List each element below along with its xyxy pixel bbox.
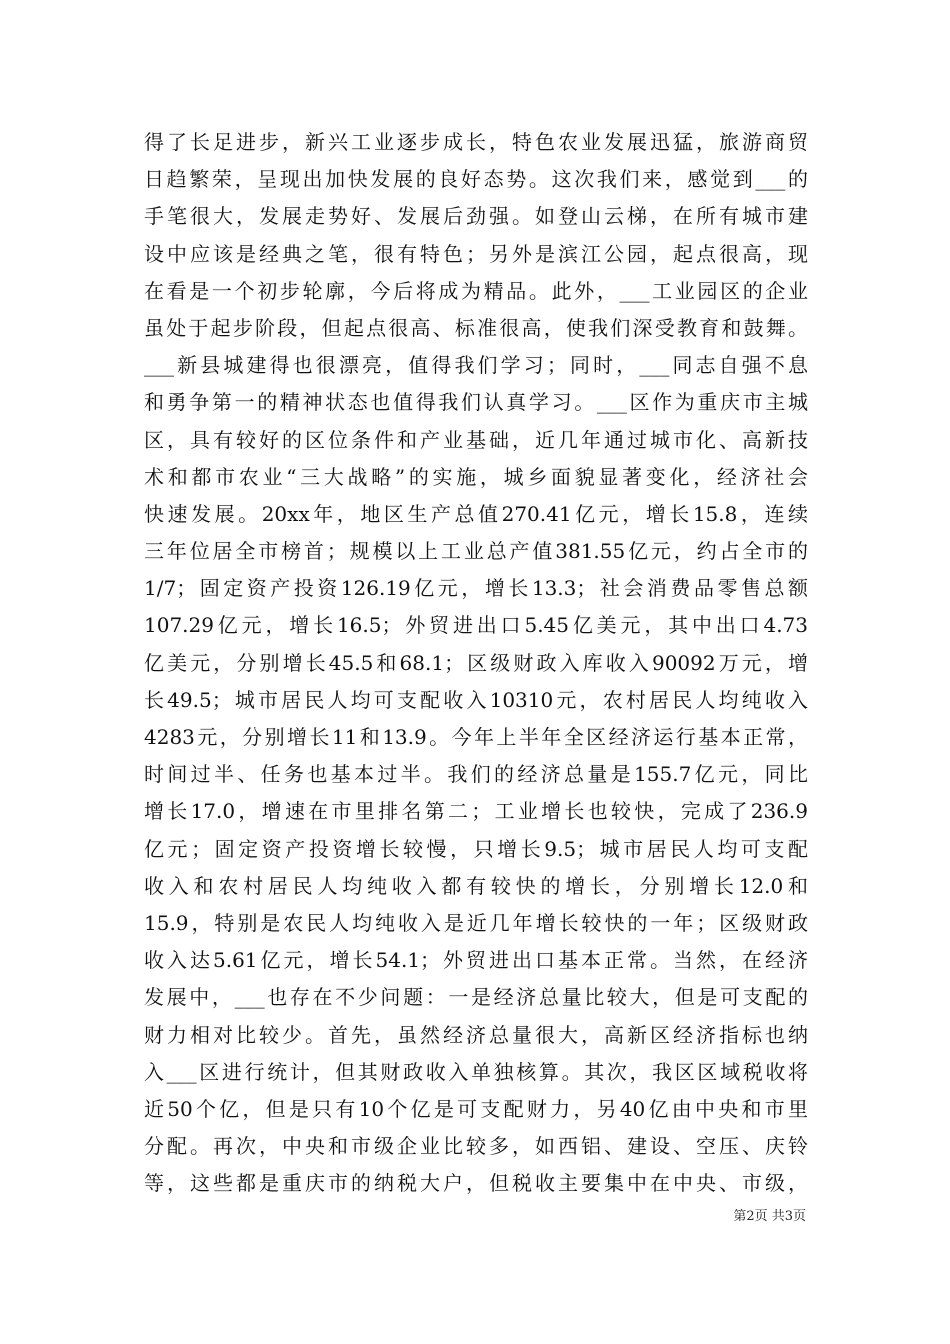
text-line: 收入达5.61亿元，增长54.1；外贸进出口基本正常。当然，在经济 <box>144 948 808 973</box>
text-line: 107.29亿元，增长16.5；外贸进出口5.45亿美元，其中出口4.73 <box>144 613 808 638</box>
text-line: 区，具有较好的区位条件和产业基础，近几年通过城市化、高新技 <box>144 427 808 452</box>
text-line: 术和都市农业“三大战略”的实施，城乡面貌显著变化，经济社会 <box>144 464 808 489</box>
text-line: 收入和农村居民人均纯收入都有较快的增长，分别增长12.0和 <box>144 873 808 898</box>
text-line: 等，这些都是重庆市的纳税大户，但税收主要集中在中央、市级， <box>144 1171 808 1196</box>
text-line: 日趋繁荣，呈现出加快发展的良好态势。这次我们来，感觉到___的 <box>144 167 808 192</box>
text-line: 快速发展。20xx年，地区生产总值270.41亿元，增长15.8，连续 <box>144 501 808 526</box>
text-line: 手笔很大，发展走势好、发展后劲强。如登山云梯，在所有城市建 <box>144 204 808 229</box>
text-line: 15.9，特别是农民人均纯收入是近几年增长较快的一年；区级财政 <box>144 910 808 935</box>
text-line: 近50个亿，但是只有10个亿是可支配财力，另40亿由中央和市里 <box>144 1096 808 1121</box>
text-line: 4283元，分别增长11和13.9。今年上半年全区经济运行基本正常， <box>144 725 808 749</box>
text-line: 和勇争第一的精神状态也值得我们认真学习。___区作为重庆市主城 <box>144 390 808 415</box>
text-line: ___新县城建得也很漂亮，值得我们学习；同时，___同志自强不息 <box>144 353 808 378</box>
text-line: 长49.5；城市居民人均可支配收入10310元，农村居民人均纯收入 <box>144 687 808 712</box>
text-line: 三年位居全市榜首；规模以上工业总产值381.55亿元，约占全市的 <box>144 539 808 564</box>
page-number: 第2页 共3页 <box>733 1209 806 1224</box>
text-line: 1/7；固定资产投资126.19亿元，增长13.3；社会消费品零售总额 <box>144 576 808 601</box>
text-line: 时间过半、任务也基本过半。我们的经济总量是155.7亿元，同比 <box>144 762 808 787</box>
text-line: 得了长足进步，新兴工业逐步成长，特色农业发展迅猛，旅游商贸 <box>144 130 808 154</box>
text-line: 亿美元，分别增长45.5和68.1；区级财政入库收入90092万元，增 <box>144 650 808 675</box>
text-line: 财力相对比较少。首先，虽然经济总量很大，高新区经济指标也纳 <box>144 1022 808 1047</box>
text-line: 增长17.0，增速在市里排名第二；工业增长也较快，完成了236.9 <box>144 799 808 824</box>
text-line: 在看是一个初步轮廓，今后将成为精品。此外，___工业园区的企业 <box>144 278 808 303</box>
text-line: 亿元；固定资产投资增长较慢，只增长9.5；城市居民人均可支配 <box>144 836 808 861</box>
body-text <box>144 124 808 1202</box>
text-line: 入___区进行统计，但其财政收入单独核算。其次，我区区域税收将 <box>144 1059 808 1084</box>
text-line: 虽处于起步阶段，但起点很高、标准很高，使我们深受教育和鼓舞。 <box>144 315 808 340</box>
text-line: 发展中，___也存在不少问题：一是经济总量比较大，但是可支配的 <box>144 985 808 1010</box>
text-line: 分配。再次，中央和市级企业比较多，如西铝、建设、空压、庆铃 <box>144 1134 808 1159</box>
text-line: 设中应该是经典之笔，很有特色；另外是滨江公园，起点很高，现 <box>144 241 808 266</box>
